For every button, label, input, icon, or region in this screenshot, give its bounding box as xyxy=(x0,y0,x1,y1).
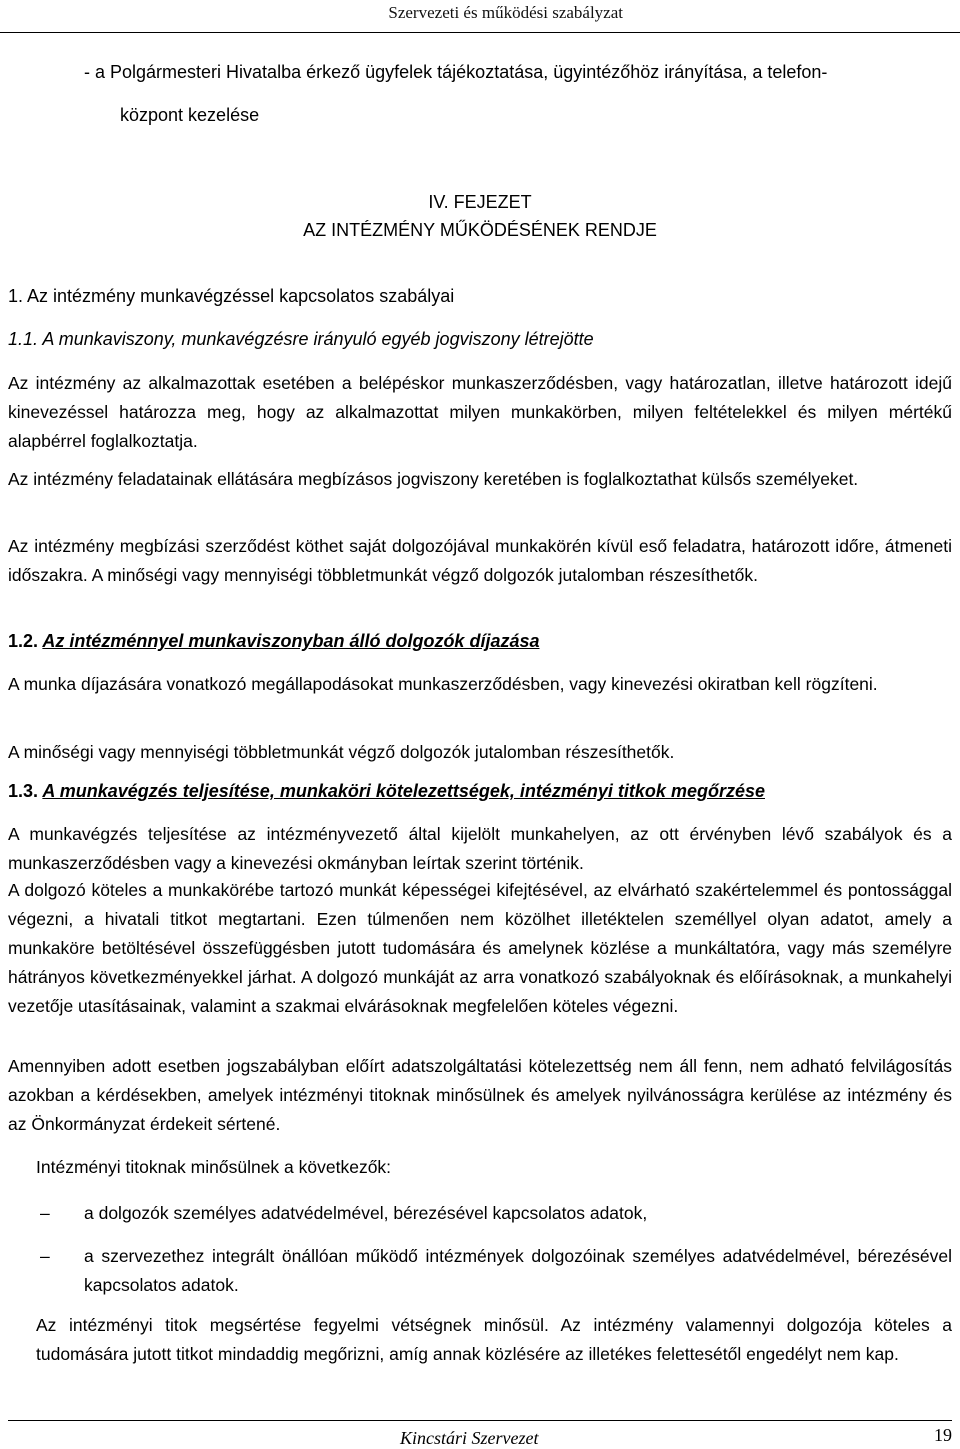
subsection-1-2-title xyxy=(8,631,539,652)
subsection-1-1-title: 1.1. A munkaviszony, munkavégzésre irányuló egyéb jogviszony létrejötte xyxy=(8,329,594,349)
paragraph: A dolgozó köteles a munkakörébe tartozó munkát képességei kifejtésével, az elvárható szakértelemmel és pontossággal végezni, a hivatali titkot megtartani. Ezen túlmenően nem közölhet illetéktelen személlyel olyan adatot, amely a munkaköre betöltésével összefüggésben jutott tudomására és amelynek közlése a munkáltatóra, vagy más személyre hátrányos következményekkel járhat. A dolgozó munkáját az arra vonatkozó szabályoknak és előírásoknak, a munkahelyi vezetője utasításainak, valamint a szakmai elvárásoknak megfelelően köteles végezni. xyxy=(8,880,952,1016)
paragraph: Az intézmény feladatainak ellátására megbízásos jogviszony keretében is foglalkoztathat külsős személyeket. xyxy=(8,469,859,489)
paragraph: Az intézmény az alkalmazottak esetében a belépéskor munkaszerződésben, vagy határozatlan, illetve határozott idejű kinevezéssel határozza meg, hogy az alkalmazottat milyen munkakörben, milyen feltételekkel és milyen mértékű alapbérrel foglalkoztatja. xyxy=(8,373,952,451)
subsection-number: 1.3. xyxy=(8,781,39,801)
footer-title: Kincstári Szervezet xyxy=(400,1428,539,1448)
subsection-heading: Az intézménnyel munkaviszonyban álló dolgozók díjazása xyxy=(42,631,540,651)
page-number: 19 xyxy=(934,1425,952,1445)
subsection-number: 1.2. xyxy=(8,631,39,651)
footer-divider xyxy=(8,1420,952,1421)
paragraph: Az intézmény megbízási szerződést köthet saját dolgozójával munkakörén kívül eső feladatra, határozott időre, átmeneti időszakra. A minőségi vagy mennyiségi többletmunkát végző dolgozók jutalomban részesíthetők. xyxy=(8,536,952,585)
paragraph: A munka díjazására vonatkozó megállapodásokat munkaszerződésben, vagy kinevezési okiratban kell rögzíteni. xyxy=(8,674,878,694)
subsection-heading: A munkavégzés teljesítése, munkaköri kötelezettségek, intézményi titkok megőrzése xyxy=(42,781,765,801)
paragraph: Amennyiben adott esetben jogszabályban előírt adatszolgáltatási kötelezettség nem áll fenn, nem adható felvilágosítás azokban a kérdésekben, amelyek intézményi titoknak minősülnek és amelyek nyilvánosságra kerülése az intézmény és az Önkormányzat érdekeit sértené. xyxy=(8,1056,952,1134)
paragraph: Az intézményi titok megsértése fegyelmi vétségnek minősül. Az intézmény valamennyi dolgozója köteles a tudomására jutott titkot mindaddig megőrizni, amíg annak közlésére az illetékes felettesétől engedélyt nem kap. xyxy=(36,1315,952,1364)
section-1-title: 1. Az intézmény munkavégzéssel kapcsolatos szabályai xyxy=(8,286,455,306)
chapter-title: AZ INTÉZMÉNY MŰKÖDÉSÉNEK RENDJE xyxy=(303,220,657,240)
list-intro: Intézményi titoknak minősülnek a következők: xyxy=(36,1157,392,1177)
dash-bullet-icon: – xyxy=(40,1246,50,1266)
paragraph: A munkavégzés teljesítése az intézményvezető által kijelölt munkahelyen, az ott érvényben lévő szabályok és a munkaszerződésben vagy a kinevezési okmányban leírtak szerint történik. xyxy=(8,824,952,873)
subsection-1-3-title xyxy=(8,781,765,802)
list-item-text: a szervezethez integrált önállóan működő intézmények dolgozóinak személyes adatvédelmével, bérezésével kapcsolatos adatok. xyxy=(84,1246,952,1295)
header-title: Szervezeti és működési szabályzat xyxy=(388,3,623,22)
intro-line-1: - a Polgármesteri Hivatalba érkező ügyfelek tájékoztatása, ügyintézőhöz irányítása, a telefon- xyxy=(84,62,828,82)
page-header xyxy=(0,0,960,33)
paragraph: A minőségi vagy mennyiségi többletmunkát végző dolgozók jutalomban részesíthetők. xyxy=(8,742,675,762)
list-item-text: a dolgozók személyes adatvédelmével, bérezésével kapcsolatos adatok, xyxy=(84,1203,648,1223)
chapter-number: IV. FEJEZET xyxy=(428,192,532,212)
intro-line-2: központ kezelése xyxy=(120,105,260,125)
dash-bullet-icon: – xyxy=(40,1203,50,1223)
